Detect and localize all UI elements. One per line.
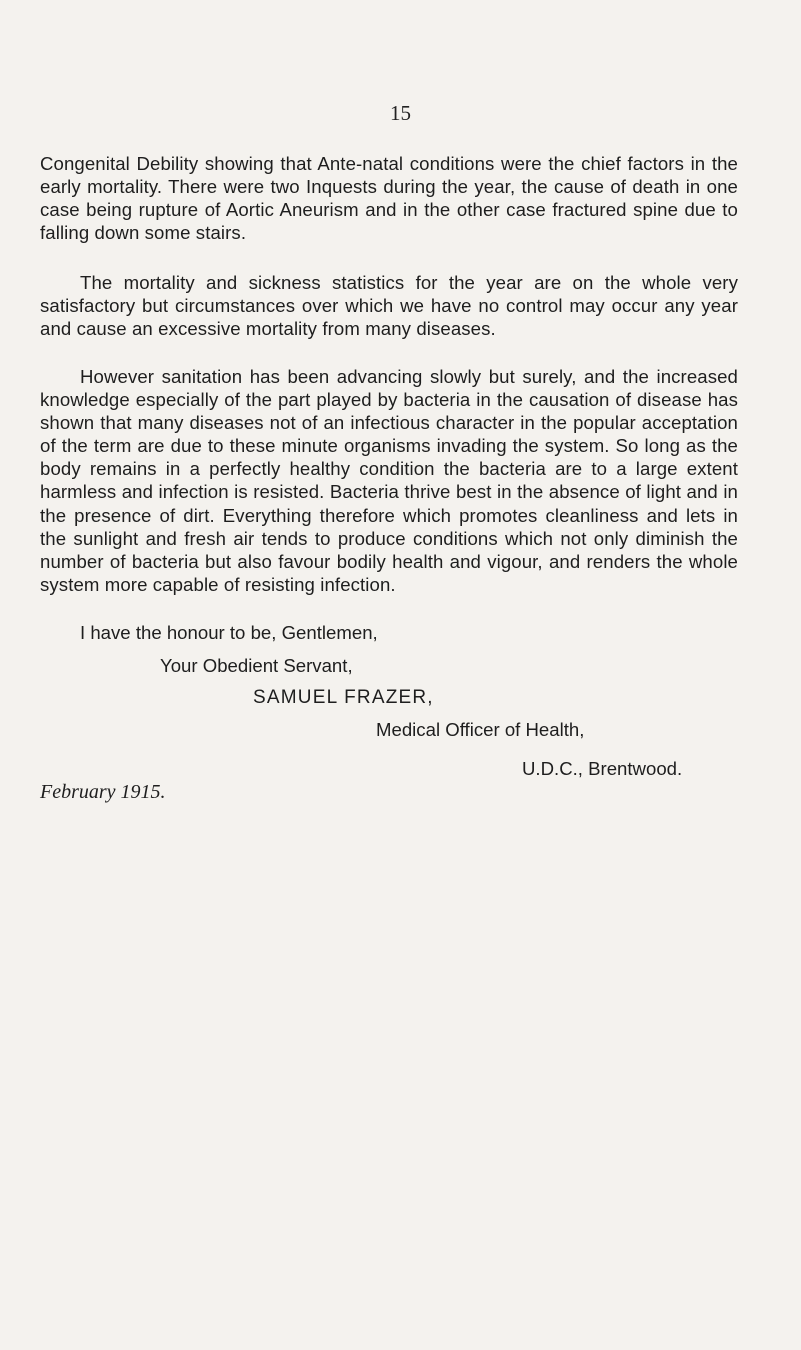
signatory-district: U.D.C., Brentwood.	[522, 758, 683, 779]
signatory-name: SAMUEL FRAZER,	[253, 687, 434, 708]
closing-valediction: Your Obedient Servant,	[160, 655, 353, 676]
paragraph-sanitation-bacteria: However sanitation has been advancing slowly but surely, and the increased knowledge especially of the part played by bacteria in the causation of disease has shown that many diseases not of an infectious character in the popular acceptation of the term are due to these minute organisms invading the system. So long as the body remains in a perfectly healthy condition the bacteria are to a large extent harmless and infection is resisted. Bacteria thrive best in the absence of light and in the presence of dirt. Everything therefore which promotes cleanliness and lets in the sunlight and fresh air tends to produce conditions which not only diminish the number of bacteria but also favour bodily health and vigour, and renders the whole system more capable of resisting infection.	[40, 366, 738, 595]
paragraph-mortality-statistics: The mortality and sickness statistics for the year are on the whole very satisfactory but circumstances over which we have no control may occur any year and cause an excessive mortality from many diseases.	[40, 272, 738, 340]
paragraph-congenital-debility: Congenital Debility showing that Ante-natal conditions were the chief factors in the early mortality. There were two Inquests during the year, the cause of death in one case being rupture of Aortic Aneurism and in the other case fractured spine due to falling down some stairs.	[40, 153, 738, 244]
closing-salutation: I have the honour to be, Gentlemen,	[80, 622, 378, 643]
page-number: 15	[390, 101, 411, 125]
signatory-title: Medical Officer of Health,	[376, 719, 585, 740]
document-date: February 1915.	[40, 781, 166, 803]
